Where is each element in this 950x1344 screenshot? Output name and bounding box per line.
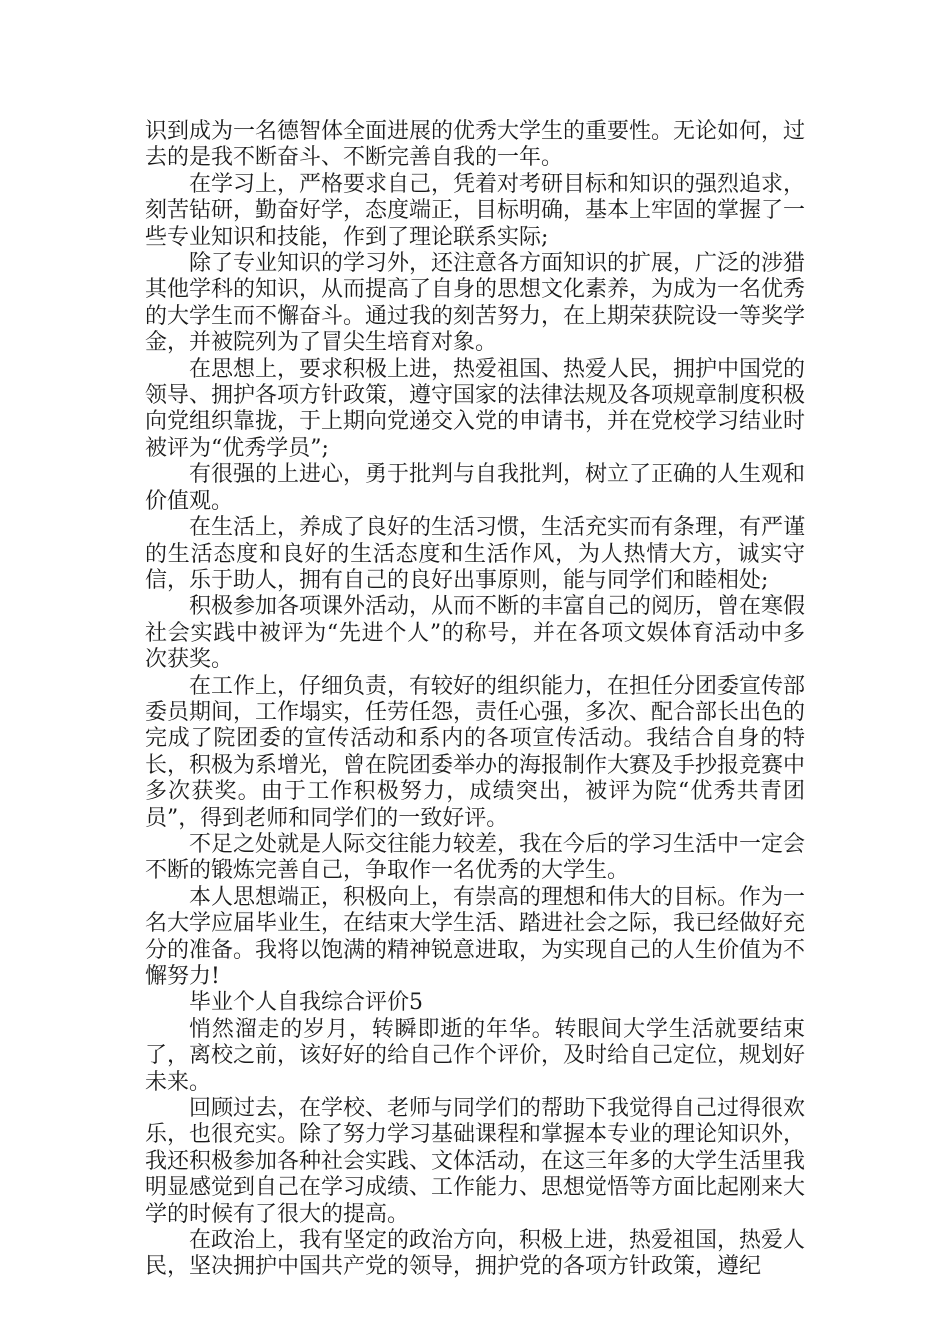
paragraph-life: 在生活上，养成了良好的生活习惯，生活充实而有条理，有严谨的生活态度和良好的生活态度和生活作风，为人热情大方，诚实守信，乐于助人，拥有自己的良好出事原则，能与同学们和睦相处; (145, 515, 806, 593)
paragraph-activities: 积极参加各项课外活动，从而不断的丰富自己的阅历，曾在寒假社会实践中被评为“先进个人”的称号，并在各项文娱体育活动中多次获奖。 (145, 594, 806, 673)
document-body (145, 119, 805, 1281)
paragraph-politics: 在政治上，我有坚定的政治方向，积极上进，热爱祖国，热爱人民，坚决拥护中国共产党的领导，拥护党的各项方针政策，遵纪 (145, 1228, 806, 1280)
paragraph-continuation: 识到成为一名德智体全面进展的优秀大学生的重要性。无论如何，过去的是我不断奋斗、不断完善自我的一年。 (145, 119, 806, 171)
paragraph-shortcomings: 不足之处就是人际交往能力较差，我在今后的学习生活中一定会不断的锻炼完善自己，争取作一名优秀的大学生。 (145, 831, 806, 884)
paragraph-knowledge: 除了专业知识的学习外，还注意各方面知识的扩展，广泛的涉猎其他学科的知识，从而提高了自身的思想文化素养，为成为一名优秀的大学生而不懈奋斗。通过我的刻苦努力，在上期荣获院设一等奖学金，并被院列为了冒尖生培育对象。 (145, 251, 806, 356)
paragraph-work: 在工作上，仔细负责，有较好的组织能力，在担任分团委宣传部委员期间，工作塌实，任劳任怨，责任心强，多次、配合部长出色的完成了院团委的宣传活动和系内的各项宣传活动。我结合自身的特长，积极为系增光，曾在院团委举办的海报制作大赛及手抄报竞赛中多次获奖。由于工作积极努力，成绩突出，被评为院“优秀共青团员”，得到老师和同学们的一致好评。 (145, 673, 806, 831)
section-heading: 毕业个人自我综合评价5 (189, 990, 423, 1016)
paragraph-study: 在学习上，严格要求自己，凭着对考研目标和知识的强烈追求，刻苦钻研，勤奋好学，态度端正，目标明确，基本上牢固的掌握了一些专业知识和技能，作到了理论联系实际; (145, 171, 806, 250)
paragraph-conclusion: 本人思想端正，积极向上，有崇高的理想和伟大的目标。作为一名大学应届毕业生，在结束大学生活、踏进社会之际，我已经做好充分的准备。我将以饱满的精神锐意进取，为实现自己的人生价值为不懈努力! (145, 884, 806, 989)
paragraph-ideology: 在思想上，要求积极上进，热爱祖国、热爱人民，拥护中国党的领导、拥护各项方针政策，遵守国家的法律法规及各项规章制度积极向党组织靠拢，于上期向党递交入党的申请书，并在党校学习结业时被评为“优秀学员”; (145, 356, 806, 461)
paragraph-intro: 悄然溜走的岁月，转瞬即逝的年华。转眼间大学生活就要结束了，离校之前，该好好的给自己作个评价，及时给自己定位，规划好未来。 (145, 1016, 806, 1095)
paragraph-motivation: 有很强的上进心，勇于批判与自我批判，树立了正确的人生观和价值观。 (145, 462, 806, 514)
paragraph-review: 回顾过去，在学校、老师与同学们的帮助下我觉得自己过得很欢乐，也很充实。除了努力学习基础课程和掌握本专业的理论知识外，我还积极参加各种社会实践、文体活动，在这三年多的大学生活里我明显感觉到自己在学习成绩、工作能力、思想觉悟等方面比起刚来大学的时候有了很大的提高。 (145, 1096, 806, 1227)
